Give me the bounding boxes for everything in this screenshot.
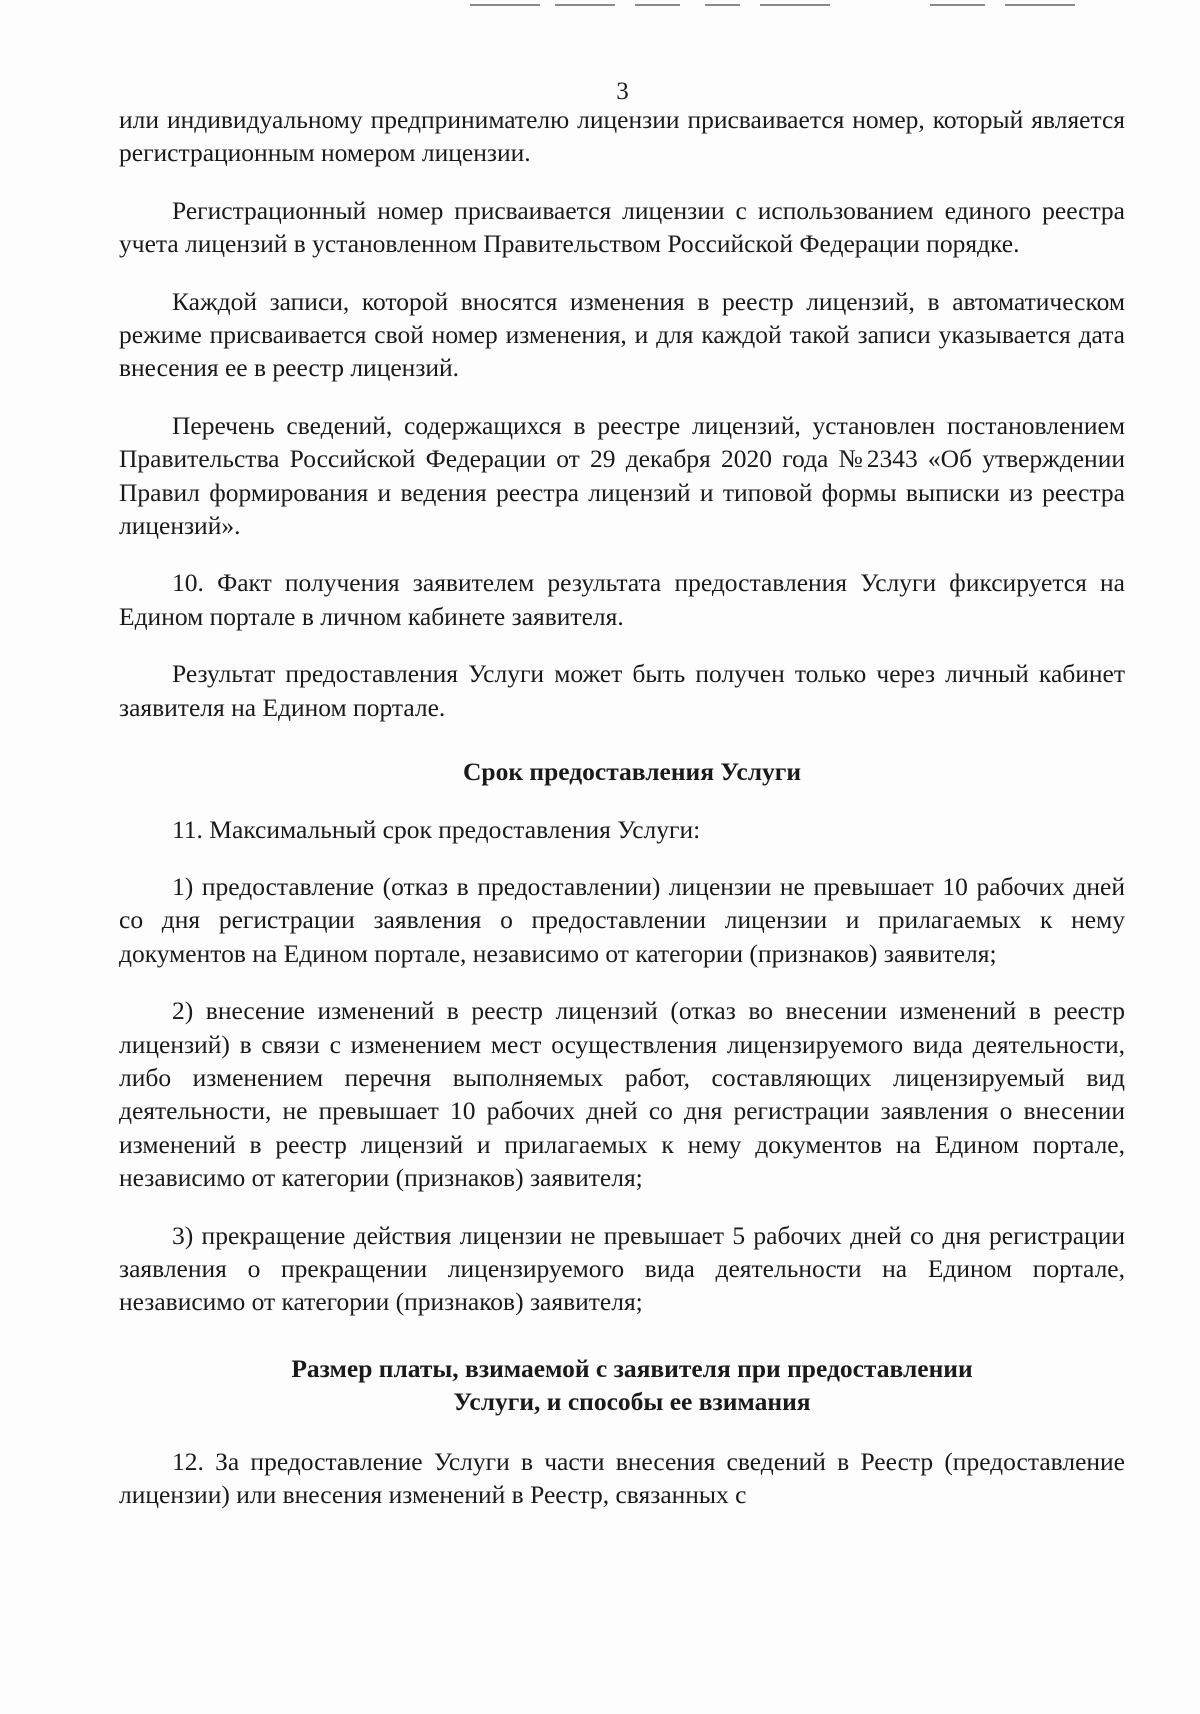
paragraph-10: 10. Факт получения заявителем результата предоставления Услуги фиксируется на Едином портале в личном кабинете заявителя. — [119, 568, 1125, 631]
section-heading-fee-line-1: Размер платы, взимаемой с заявителя при предоставлении — [291, 1353, 973, 1383]
paragraph-result-receipt: Результат предоставления Услуги может быть получен только через личный кабинет заявителя на Едином портале. — [119, 659, 1125, 722]
paragraph-11-item-1: 1) предоставление (отказ в предоставлении) лицензии не превышает 10 рабочих дней со дня регистрации заявления о предоставлении лицензии и прилагаемых к нему документов на Едином портале, независимо от категории (признаков) заявителя; — [119, 871, 1125, 968]
section-heading-fee-line-2: Услуги, и способы ее взимания — [453, 1387, 811, 1417]
scan-artifact-marks — [460, 4, 1200, 10]
paragraph-record-changes: Каждой записи, которой вносятся изменения в реестр лицензий, в автоматическом режиме присваивается свой номер изменения, и для каждой такой записи указывается дата внесения ее в реестр лицензий. — [119, 286, 1125, 383]
paragraph-11: 11. Максимальный срок предоставления Услуги: — [172, 814, 701, 844]
paragraph-registration-number: Регистрационный номер присваивается лицензии с использованием единого реестра учета лицензий в установленном Правительством Российской Федерации порядке. — [119, 195, 1125, 259]
section-heading-fee — [119, 1352, 1125, 1419]
paragraph-11-item-3: 3) прекращение действия лицензии не превышает 5 рабочих дней со дня регистрации заявления о прекращении лицензируемого вида деятельности на Едином портале, независимо от категории (признаков) заявителя; — [119, 1220, 1125, 1317]
paragraph-registry-info: Перечень сведений, содержащихся в реестре лицензий, установлен постановлением Правительства Российской Федерации от 29 декабря 2020 года №2343 «Об утверждении Правил формирования и ведения реестра лицензий и типовой формы выписки из реестра лицензий». — [119, 410, 1125, 541]
document-body — [119, 103, 1125, 1511]
paragraph-11-item-2: 2) внесение изменений в реестр лицензий (отказ во внесении изменений в реестр лицензий) в связи с изменением мест осуществления лицензируемого вида деятельности, либо изменением перечня выполняемых работ, составляющих лицензируемый вид деятельности, не превышает 10 рабочих дней со дня регистрации заявления о внесении изменений в реестр лицензий и прилагаемых к нему документов на Едином портале, независимо от категории (признаков) заявителя; — [119, 996, 1125, 1193]
paragraph-license-number: или индивидуальному предпринимателю лицензии присваивается номер, который является регистрационным номером лицензии. — [119, 105, 1125, 168]
page-number: 3 — [616, 78, 629, 105]
section-heading-term: Срок предоставления Услуги — [462, 757, 802, 787]
paragraph-12: 12. За предоставление Услуги в части внесения сведений в Реестр (предоставление лицензии) или внесения изменений в Реестр, связанных с — [119, 1446, 1125, 1509]
